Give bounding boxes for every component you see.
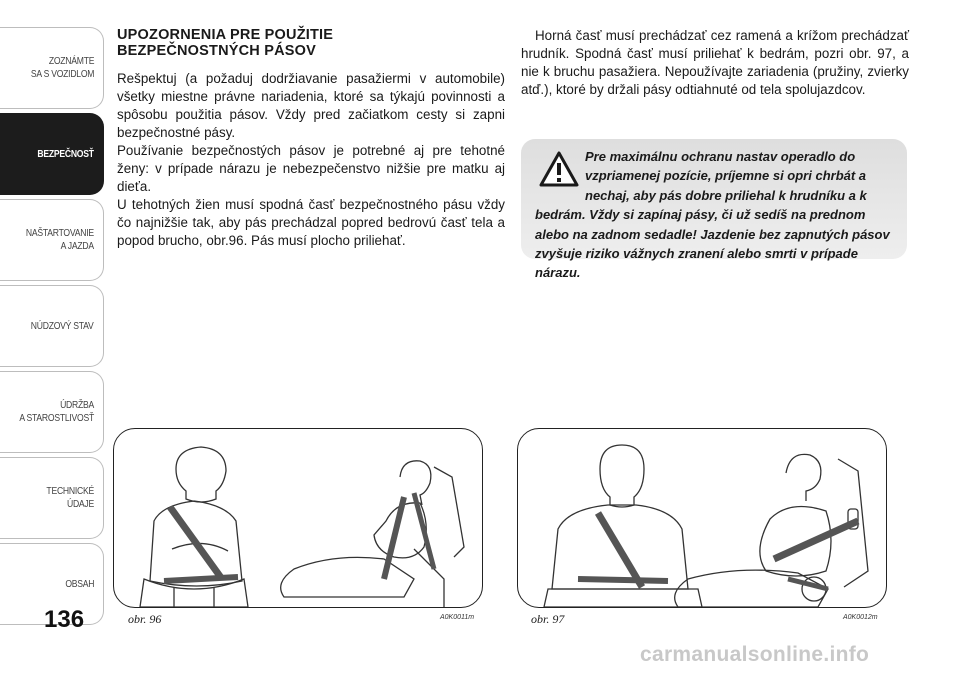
watermark-text: carmanualsonline.info xyxy=(640,643,870,666)
tab-label: NAŠTARTOVANIE A JAZDA xyxy=(26,227,94,252)
tab-zoznamte-sa-s-vozidlom[interactable] xyxy=(0,27,104,109)
chapter-sidebar xyxy=(0,27,104,629)
figure-96-pregnant-seatbelt xyxy=(113,428,483,608)
paragraph: Používanie bezpečnostých pásov je potrebné aj pre tehotné ženy: v prípade nárazu je nebezpečenstvo nižšie pre matku aj dieťa. xyxy=(117,143,505,194)
tab-label: ZOZNÁMTE SA S VOZIDLOM xyxy=(30,55,94,80)
warning-box xyxy=(521,139,907,281)
tab-bezpecnost[interactable] xyxy=(0,113,104,195)
paragraph: Horná časť musí prechádzať cez ramená a krížom prechádzať hrudník. Spodná časť musí priliehať k bedrám, pozri obr. 97, a nie k bruchu pasažiera. Nepoužívajte zariadenia (pružiny, zvierky atď.), ktoré by držali pásy odtiahnuté od tela spolujazdcov. xyxy=(521,28,909,97)
tab-label: BEZPEČNOSŤ xyxy=(37,147,94,160)
heading-line-2: BEZPEČNOSTNÝCH PÁSOV xyxy=(117,43,316,59)
figure-caption: obr. 97 xyxy=(531,612,565,626)
paragraph: Rešpektuj (a požaduj dodržiavanie pasažiermi v automobile) všetky miestne právne nariadenia, ktoré sa týkajú povinnosti a spôsobu použitia pásov. Vždy pred začiatkom cesty si zapni bezpečnostné pásy. xyxy=(117,71,505,140)
tab-label: NÚDZOVÝ STAV xyxy=(31,319,94,332)
tab-label: ÚDRŽBA A STAROSTLIVOSŤ xyxy=(19,399,95,424)
tab-label: OBSAH xyxy=(65,577,94,590)
tab-udrzba-a-starostlivost[interactable] xyxy=(0,371,104,453)
warning-text-content: Pre maximálnu ochranu nastav operadlo do vzpriamenej pozície, príjemne si opri chrbát a nechaj, aby pás dobre priliehal k hrudníku a k bedrám. Vždy si zapínaj pásy, či už sedíš na prednom alebo na zadnom sedadle! Jazdenie bez zapnutých pásov zvyšuje riziko vážnych zranení alebo smrti v prípade nárazu. xyxy=(535,149,890,281)
figure-code: A0K0011m xyxy=(440,614,475,621)
tab-nastartovanie-a-jazda[interactable] xyxy=(0,199,104,281)
seatbelt-illustration xyxy=(518,429,886,607)
seatbelt-illustration xyxy=(114,429,482,607)
body-text-right xyxy=(521,27,909,99)
page-number: 136 xyxy=(44,606,85,633)
figure-caption: obr. 96 xyxy=(128,612,162,626)
figure-code: A0K0012m xyxy=(843,614,878,621)
paragraph: U tehotných žien musí spodná časť bezpečnostného pásu vždy čo najnižšie tak, aby pás prechádzal popred bedrovú časť tela a popod brucho, obr.96. Pás musí plocho priliehať. xyxy=(117,197,505,248)
heading-line-1: UPOZORNENIA PRE POUŽITIE xyxy=(117,27,334,43)
tab-technicke-udaje[interactable] xyxy=(0,457,104,539)
section-heading xyxy=(117,27,497,59)
figure-97-adult-seatbelt xyxy=(517,428,887,608)
warning-text xyxy=(535,147,895,283)
tab-label: TECHNICKÉ ÚDAJE xyxy=(46,485,94,510)
tab-nudzovy-stav[interactable] xyxy=(0,285,104,367)
body-text-left xyxy=(117,70,505,250)
